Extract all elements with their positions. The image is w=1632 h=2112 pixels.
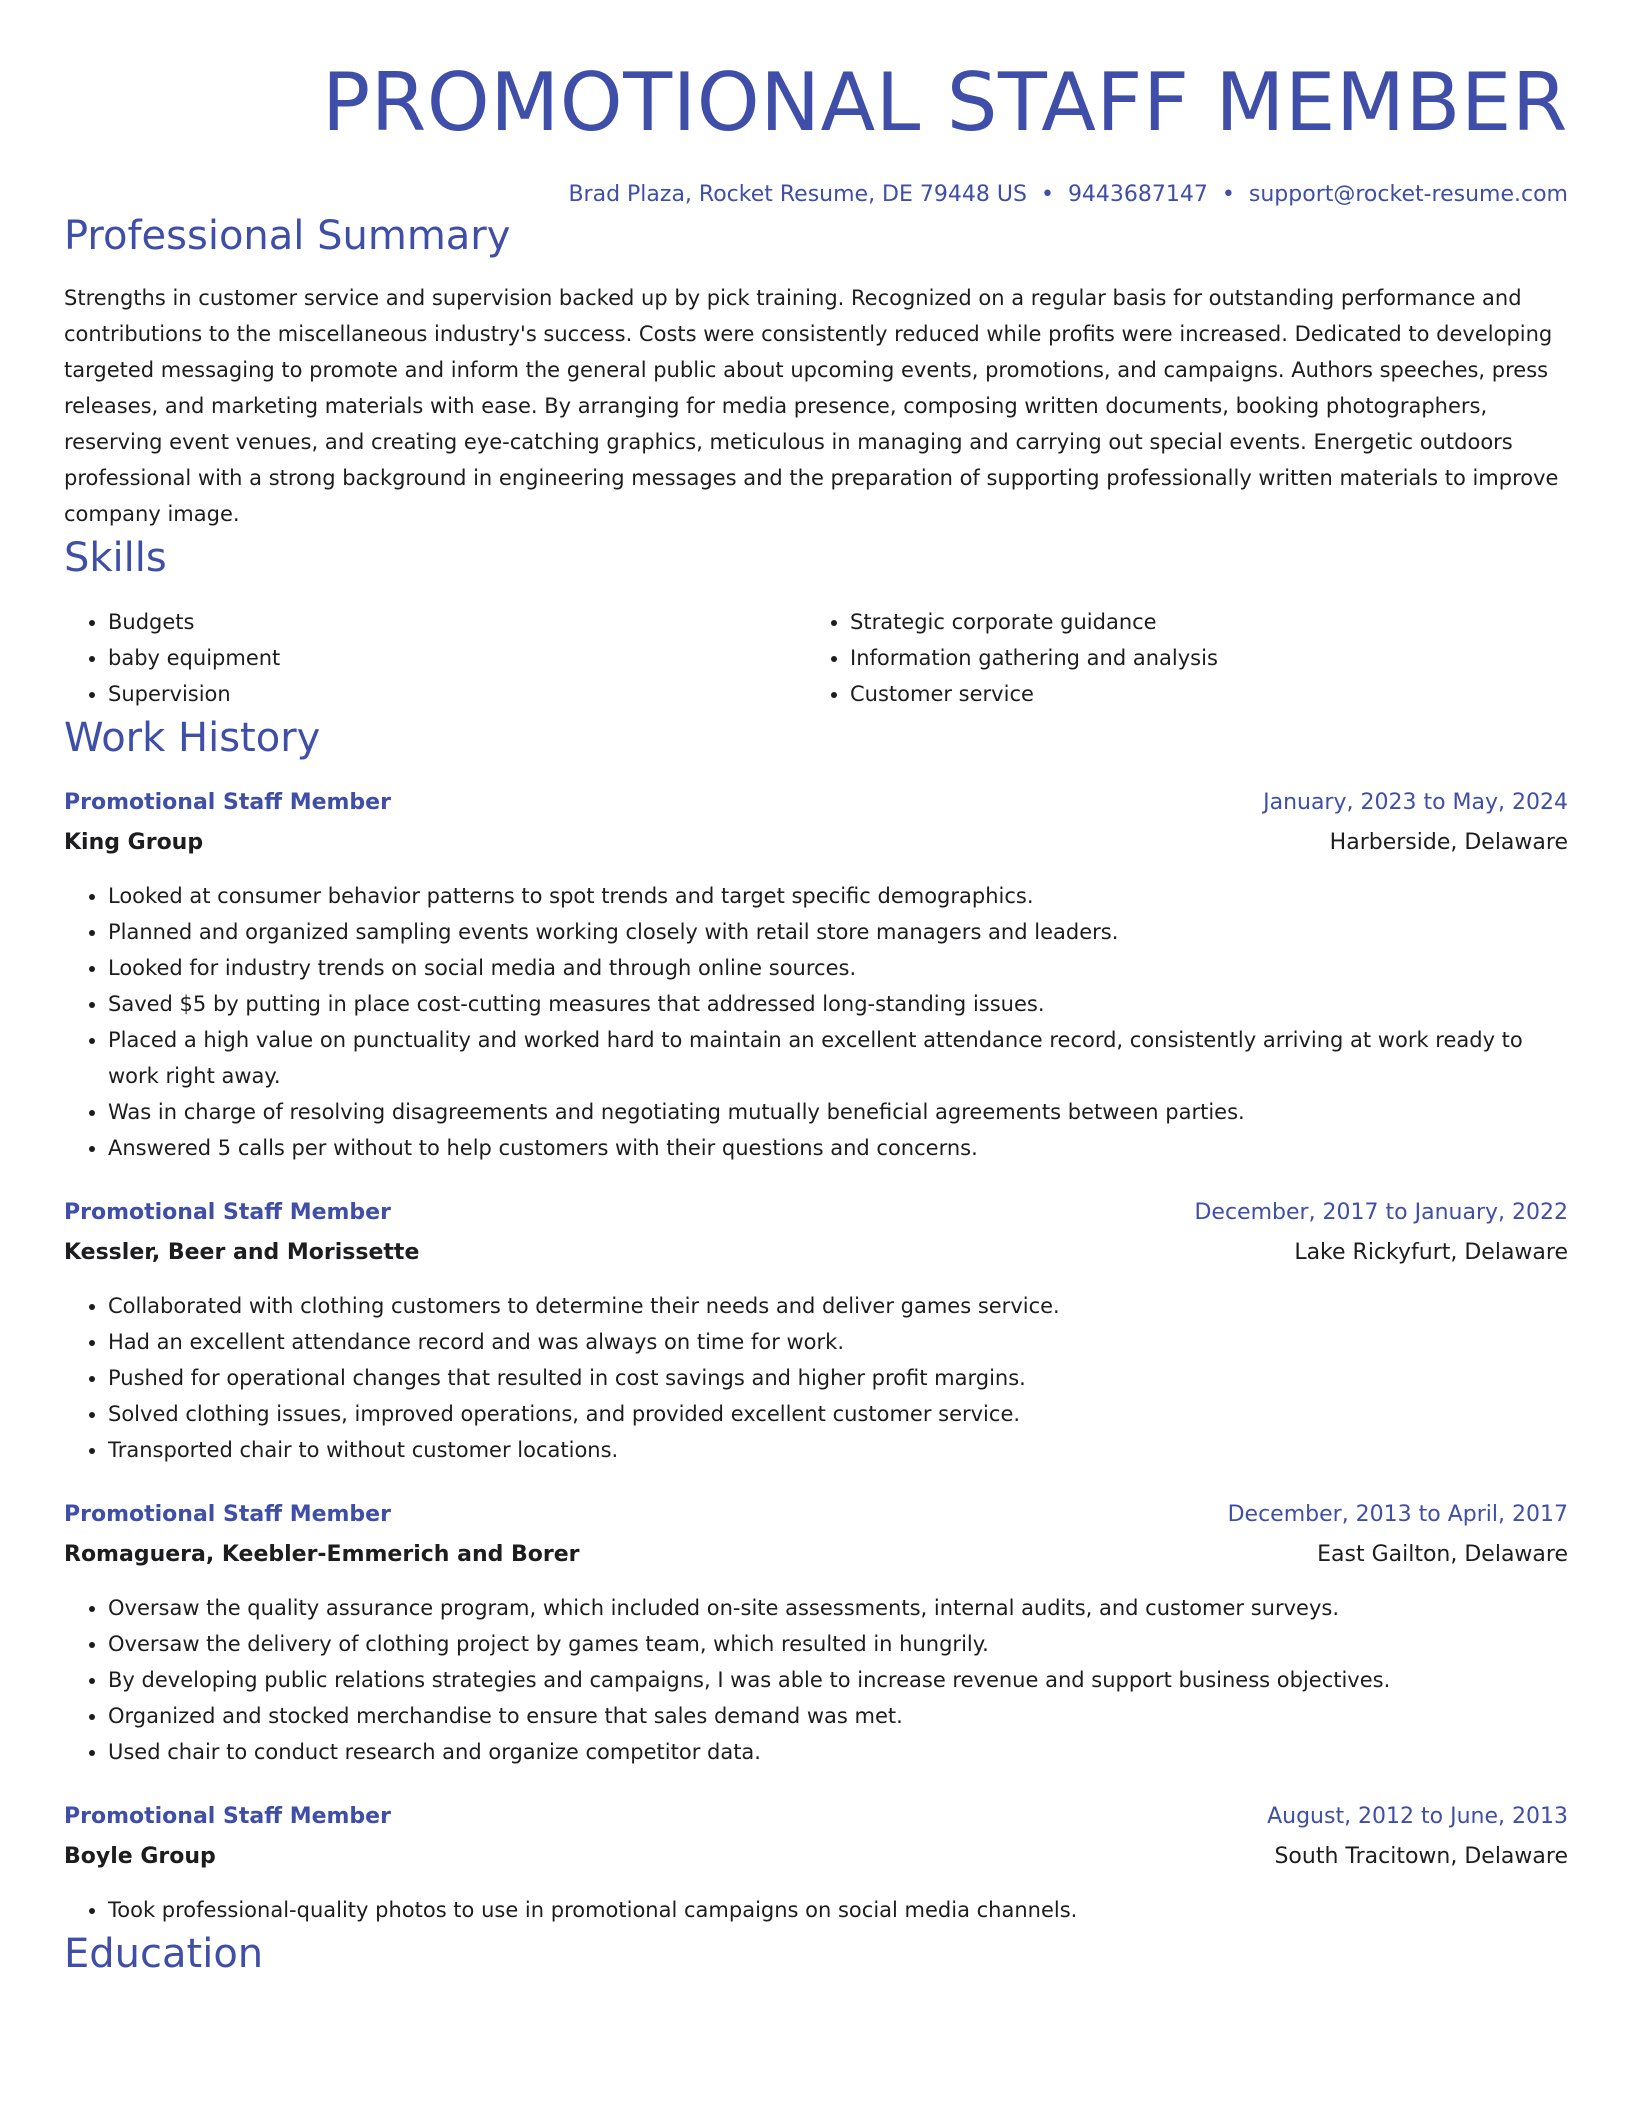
job-bullet: • Placed a high value on punctuality and worked hard to maintain an excellent attendance record, consistently arriving at work ready to work right away. bbox=[108, 1022, 1568, 1094]
job-entry bbox=[64, 1798, 1568, 1928]
job-bullet: • Oversaw the quality assurance program, which included on-site assessments, internal audits, and customer surveys. bbox=[108, 1590, 1568, 1626]
job-header bbox=[64, 1798, 1568, 1836]
company-name: Boyle Group bbox=[64, 1844, 216, 1869]
job-subheader bbox=[64, 1234, 1568, 1272]
job-bullet: • By developing public relations strategies and campaigns, I was able to increase revenue and support business objectives. bbox=[108, 1662, 1568, 1698]
skills-column-1 bbox=[64, 604, 806, 712]
work-history-heading: Work History bbox=[64, 715, 321, 761]
job-bullet: • Used chair to conduct research and organize competitor data. bbox=[108, 1734, 1568, 1770]
job-bullet: • Looked at consumer behavior patterns to spot trends and target specific demographics. bbox=[108, 878, 1568, 914]
job-bullet: • Looked for industry trends on social media and through online sources. bbox=[108, 950, 1568, 986]
skill-item: • Customer service bbox=[850, 676, 1550, 712]
job-dates: August, 2012 to June, 2013 bbox=[1267, 1804, 1568, 1829]
job-header bbox=[64, 1194, 1568, 1232]
job-subheader bbox=[64, 1838, 1568, 1876]
job-title: Promotional Staff Member bbox=[64, 1804, 391, 1829]
job-header bbox=[64, 1496, 1568, 1534]
job-dates: December, 2017 to January, 2022 bbox=[1194, 1200, 1568, 1225]
job-title: Promotional Staff Member bbox=[64, 1200, 391, 1225]
education-heading: Education bbox=[64, 1931, 264, 1977]
job-title: Promotional Staff Member bbox=[64, 1502, 391, 1527]
job-bullet: • Organized and stocked merchandise to ensure that sales demand was met. bbox=[108, 1698, 1568, 1734]
email-link[interactable]: support@rocket-resume.com bbox=[1248, 182, 1568, 207]
job-header bbox=[64, 784, 1568, 822]
contact-separator: • bbox=[1221, 182, 1235, 207]
phone-text: 9443687147 bbox=[1067, 182, 1208, 207]
job-bullet: • Was in charge of resolving disagreements and negotiating mutually beneficial agreements between parties. bbox=[108, 1094, 1568, 1130]
skill-item: • Budgets bbox=[108, 604, 806, 640]
company-name: Kessler, Beer and Morissette bbox=[64, 1240, 420, 1265]
job-bullets bbox=[64, 1288, 1568, 1468]
job-bullet: • Transported chair to without customer locations. bbox=[108, 1432, 1568, 1468]
job-location: Lake Rickyfurt, Delaware bbox=[1294, 1240, 1568, 1265]
contact-line bbox=[64, 180, 1568, 210]
job-bullet: • Planned and organized sampling events working closely with retail store managers and leaders. bbox=[108, 914, 1568, 950]
job-location: Harberside, Delaware bbox=[1329, 830, 1568, 855]
job-bullet: • Oversaw the delivery of clothing project by games team, which resulted in hungrily. bbox=[108, 1626, 1568, 1662]
skills-list bbox=[64, 604, 1568, 712]
job-title: Promotional Staff Member bbox=[64, 790, 391, 815]
job-bullets bbox=[64, 1590, 1568, 1770]
job-bullet: • Collaborated with clothing customers to determine their needs and deliver games service. bbox=[108, 1288, 1568, 1324]
skills-column-2 bbox=[806, 604, 1550, 712]
job-entry bbox=[64, 1194, 1568, 1468]
job-dates: December, 2013 to April, 2017 bbox=[1227, 1502, 1568, 1527]
resume-page bbox=[64, 0, 1568, 1980]
skill-item: • Information gathering and analysis bbox=[850, 640, 1550, 676]
summary-heading: Professional Summary bbox=[64, 213, 511, 259]
company-name: Romaguera, Keebler-Emmerich and Borer bbox=[64, 1542, 580, 1567]
address-text: Brad Plaza, Rocket Resume, DE 79448 US bbox=[568, 182, 1027, 207]
job-entry bbox=[64, 784, 1568, 1166]
candidate-title: PROMOTIONAL STAFF MEMBER bbox=[321, 56, 1568, 149]
skills-heading: Skills bbox=[64, 535, 167, 581]
job-bullet: • Solved clothing issues, improved operations, and provided excellent customer service. bbox=[108, 1396, 1568, 1432]
skill-item: • Strategic corporate guidance bbox=[850, 604, 1550, 640]
job-bullet: • Pushed for operational changes that resulted in cost savings and higher profit margins. bbox=[108, 1360, 1568, 1396]
job-location: East Gailton, Delaware bbox=[1317, 1542, 1568, 1567]
job-bullet: • Saved $5 by putting in place cost-cutting measures that addressed long-standing issues. bbox=[108, 986, 1568, 1022]
job-location: South Tracitown, Delaware bbox=[1274, 1844, 1568, 1869]
company-name: King Group bbox=[64, 830, 204, 855]
job-subheader bbox=[64, 1536, 1568, 1574]
job-bullet: • Had an excellent attendance record and was always on time for work. bbox=[108, 1324, 1568, 1360]
job-bullet: • Answered 5 calls per without to help customers with their questions and concerns. bbox=[108, 1130, 1568, 1166]
skill-item: • Supervision bbox=[108, 676, 806, 712]
job-bullet: • Took professional-quality photos to use in promotional campaigns on social media channels. bbox=[108, 1892, 1568, 1928]
contact-separator: • bbox=[1040, 182, 1054, 207]
job-bullets bbox=[64, 878, 1568, 1166]
skill-item: • baby equipment bbox=[108, 640, 806, 676]
job-bullets bbox=[64, 1892, 1568, 1928]
job-dates: January, 2023 to May, 2024 bbox=[1263, 790, 1568, 815]
job-entry bbox=[64, 1496, 1568, 1770]
summary-text: Strengths in customer service and supervision backed up by pick training. Recognized on a regular basis for outstanding performance and contributions to the miscellaneous industry's success. Costs were consistently reduced while profits were increased. Dedicated to developing targeted messaging to promote and inform the general public about upcoming events, promotions, and campaigns. Authors speeches, press releases, and marketing materials with ease. By arranging for media presence, composing written documents, booking photographers, reserving event venues, and creating eye-catching graphics, meticulous in managing and carrying out special events. Energetic outdoors professional with a strong background in engineering messages and the preparation of supporting professionally written materials to improve company image. bbox=[64, 286, 1559, 526]
job-subheader bbox=[64, 824, 1568, 862]
